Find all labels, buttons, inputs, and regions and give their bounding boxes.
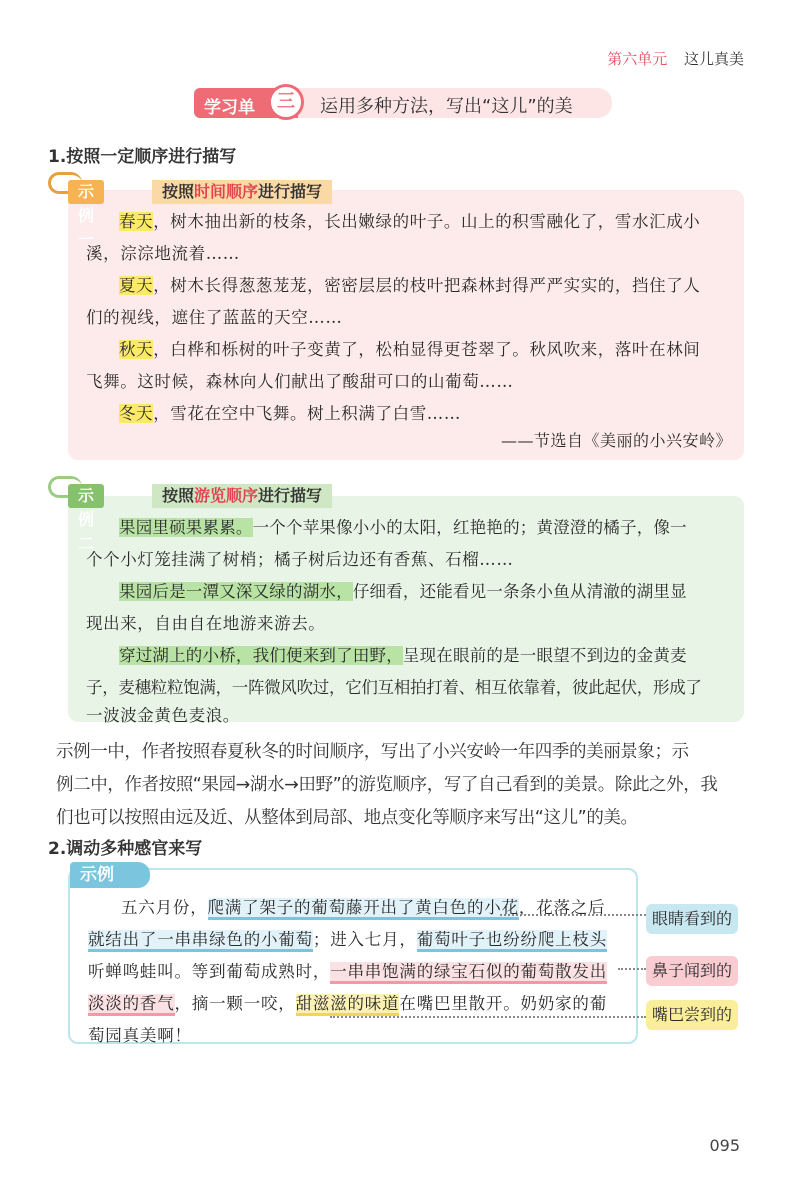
connector-eye [500, 914, 646, 916]
example-2-para-lake: 果园后是一潭又深又绿的湖水，仔细看，还能看见一条条小鱼从清澈的湖里显 [119, 582, 687, 601]
example-3-line-5: 萄园真美啊！ [88, 1026, 192, 1045]
section-heading-2: 2.调动多种感官来写 [48, 839, 203, 859]
page-header [607, 48, 744, 69]
sense-label-mouth: 嘴巴尝到的 [646, 1000, 738, 1030]
example-1-para-spring: 春天，树木抽出新的枝条，长出嫩绿的叶子。山上的积雪融化了，雪水汇成小 [119, 212, 701, 231]
example-1-para-spring-2: 溪，淙淙地流着…… [86, 244, 240, 263]
unit-title: 这儿真美 [683, 50, 744, 68]
example-2-para-field: 穿过湖上的小桥，我们便来到了田野，呈现在眼前的是一眼望不到边的金黄麦 [119, 646, 687, 665]
sense-label-eye: 眼睛看到的 [646, 904, 738, 934]
sense-label-nose: 鼻子闻到的 [646, 956, 738, 986]
example-1-desc: 按照时间顺序进行描写 [152, 180, 332, 204]
example-2-desc: 按照游览顺序进行描写 [152, 484, 332, 508]
summary-line-2: 例二中，作者按照“果园→湖水→田野”的游览顺序，写了自己看到的美景。除此之外，我 [56, 775, 718, 795]
example-2-para-orchard-2: 个个小灯笼挂满了树梢；橘子树后边还有香蕉、石榴…… [86, 550, 514, 569]
example-1-para-autumn: 秋天，白桦和栎树的叶子变黄了，松柏显得更苍翠了。秋风吹来，落叶在林间 [119, 340, 701, 359]
example-3-tag: 示例 [70, 862, 150, 888]
example-1-para-autumn-2: 飞舞。这时候，森林向人们献出了酸甜可口的山葡萄…… [86, 372, 514, 391]
example-1-source: ——节选自《美丽的小兴安岭》 [500, 431, 732, 450]
example-1-para-summer: 夏天，树木长得葱葱茏茏，密密层层的枝叶把森林封得严严实实的，挡住了人 [119, 276, 701, 295]
summary-line-1: 示例一中，作者按照春夏秋冬的时间顺序，写出了小兴安岭一年四季的美丽景象；示 [56, 742, 689, 762]
banner-number: 三 [268, 84, 304, 120]
connector-mouth [330, 1016, 646, 1018]
example-2-label: 示例二 [68, 484, 104, 508]
example-1-para-summer-2: 们的视线，遮住了蓝蓝的天空…… [86, 308, 343, 327]
example-1-para-winter: 冬天，雪花在空中飞舞。树上积满了白雪…… [119, 404, 462, 423]
example-3-line-3: 听蝉鸣蛙叫。等到葡萄成熟时，一串串饱满的绿宝石似的葡萄散发出 [88, 956, 628, 988]
example-2-para-field-2: 子，麦穗粒粒饱满，一阵微风吹过，它们互相拍打着、相互依靠着，彼此起伏，形成了 [86, 678, 702, 697]
example-3-line-4: 淡淡的香气，摘一颗一咬，甜滋滋的味道在嘴巴里散开。奶奶家的葡 [88, 988, 628, 1020]
example-2-para-orchard: 果园里硕果累累。一个个苹果像小小的太阳，红艳艳的；黄澄澄的橘子，像一 [119, 518, 687, 537]
banner-label: 学习单 [204, 98, 255, 118]
example-2-para-field-3: 一波波金黄色麦浪。 [86, 706, 240, 725]
example-3-line-2: 就结出了一串串绿色的小葡萄；进入七月，葡萄叶子也纷纷爬上枝头 [88, 924, 628, 956]
page-number: 095 [709, 1136, 740, 1155]
banner-title: 运用多种方法，写出“这儿”的美 [320, 96, 573, 117]
summary-line-3: 们也可以按照由远及近、从整体到局部、地点变化等顺序来写出“这儿”的美。 [56, 808, 638, 828]
worksheet-banner [194, 84, 614, 122]
unit-number: 第六单元 [607, 50, 668, 68]
section-heading-1: 1.按照一定顺序进行描写 [48, 147, 237, 167]
example-2-para-lake-2: 现出来，自由自在地游来游去。 [86, 614, 326, 633]
connector-nose [618, 968, 646, 970]
example-1-label: 示例一 [68, 180, 104, 204]
example-3-line-1: 五六月份，爬满了架子的葡萄藤开出了黄白色的小花，花落之后 [88, 892, 628, 924]
